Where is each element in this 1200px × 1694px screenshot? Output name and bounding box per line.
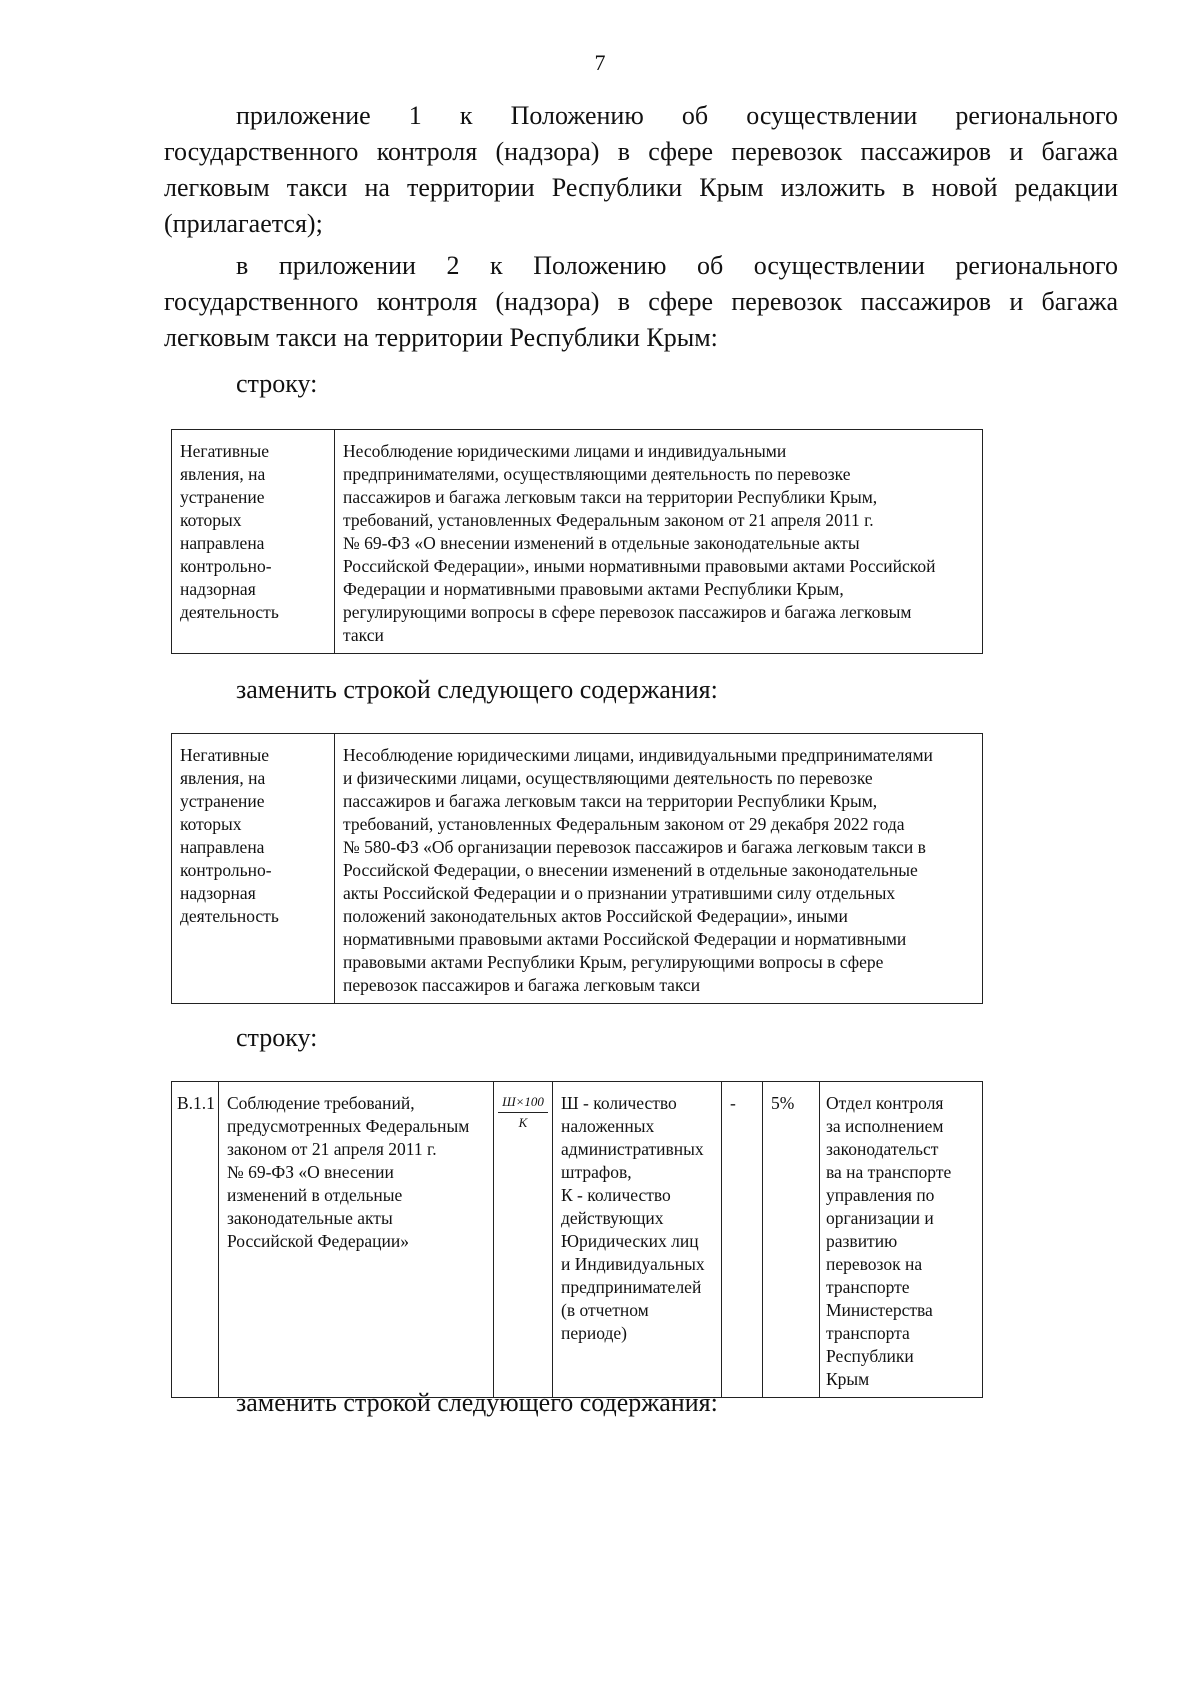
table-3-variables-line: наложенных [561,1116,655,1136]
table-3-department-line: ва на транспорте [826,1162,952,1182]
indicator-code: В.1.1 [177,1093,215,1113]
table-3-variables-line: периоде) [561,1323,627,1343]
table-3-description-line: законом от 21 апреля 2011 г. [227,1139,437,1159]
table-3-department-line: транспорта [826,1323,910,1343]
table-2-left-line: деятельность [180,906,279,926]
table-1-right-line: Федерации и нормативными правовыми актами Республики Крым, [343,579,844,599]
table-2-left-line: направлена [180,837,265,857]
table-3-department-line: Республики [826,1346,914,1366]
table-3-description-line: изменений в отдельные [227,1185,403,1205]
table-3-department-line: управления по [826,1185,935,1205]
formula-fraction [498,1092,548,1131]
table-3-variables-line: административных [561,1139,704,1159]
table-3-variables-line: и Индивидуальных [561,1254,705,1274]
table-1-left-line: направлена [180,533,265,553]
table-3-formula-cell [494,1082,553,1398]
table-3-variables-line: действующих [561,1208,664,1228]
table-2-right-line: правовыми актами Республики Крым, регулирующими вопросы в сфере [343,952,884,972]
table-2-right-line: перевозок пассажиров и багажа легковым такси [343,975,701,995]
table-3-department-line: Крым [826,1369,870,1389]
table-1-left-line: явления, на [180,464,266,484]
table-3-description-line: законодательные акты [227,1208,393,1228]
table-2-left-line: явления, на [180,768,266,788]
table-2-left-cell [172,734,335,1004]
table-3-variables-line: Юридических лиц [561,1231,699,1251]
table-1-right-line: предпринимателями, осуществляющими деятельность по перевозке [343,464,851,484]
table-3-dash-cell [722,1082,763,1398]
table-2-right-line: Российской Федерации, о внесении изменений в отдельные законодательные [343,860,918,880]
page-number: 7 [594,50,606,75]
table-2-right-line: акты Российской Федерации и о признании утратившими силу отдельных [343,883,896,903]
table-3-department-line: развитию [826,1231,898,1251]
table-3-variables-cell [553,1082,722,1398]
table-2-right-line: пассажиров и багажа легковым такси на территории Республики Крым, [343,791,878,811]
label-replace-1: заменить строкой следующего содержания: [236,675,718,704]
table-3-description-line: предусмотренных Федеральным [227,1116,470,1136]
table-2-right-line: № 580-ФЗ «Об организации перевозок пассажиров и багажа легковым такси в [343,837,926,857]
table-1-right-line: пассажиров и багажа легковым такси на территории Республики Крым, [343,487,878,507]
table-3-variables-line: К - количество [561,1185,671,1205]
table-2-right-line: требований, установленных Федеральным законом от 29 декабря 2022 года [343,814,905,834]
table-1-left-line: которых [180,510,242,530]
table-1-left-line: надзорная [180,579,256,599]
table-1-right-line: регулирующими вопросы в сфере перевозок пассажиров и багажа легковым [343,602,912,622]
table-3-department-line: организации и [826,1208,934,1228]
table-1-left-line: устранение [180,487,265,507]
table-3-description-cell [219,1082,494,1398]
table-3-percent-cell [763,1082,820,1398]
table-2-left-line: контрольно- [180,860,272,880]
formula-denominator: К [518,1115,528,1130]
formula-numerator: Ш×100 [498,1094,548,1113]
table-3-variables-line: (в отчетном [561,1300,649,1320]
table-2-right-line: и физическими лицами, осуществляющими деятельность по перевозке [343,768,873,788]
table-3-department-line: транспорте [826,1277,910,1297]
paragraph-annex-2: в приложении 2 к Положению об осуществлении регионального государственного контроля (надзора) в сфере перевозок пассажиров и багажа легковым такси на территории Республики Крым: [164,251,1118,352]
table-1-right-line: Несоблюдение юридическими лицами и индивидуальными [343,441,787,461]
table-3-department-line: за исполнением [826,1116,944,1136]
table-1-right-line: Российской Федерации», иными нормативными правовыми актами Российской [343,556,936,576]
table-old-row-negative [171,429,983,654]
table-1-left-line: Негативные [180,441,270,461]
table-3-department-line: законодательст [826,1139,939,1159]
table-2-left-line: устранение [180,791,265,811]
table-3-variables-line: предпринимателей [561,1277,702,1297]
label-row-1: строку: [236,369,318,398]
label-replace-2: заменить строкой следующего содержания: [236,1388,718,1417]
table-3-department-cell [820,1082,983,1398]
table-3-department-line: Министерства [826,1300,933,1320]
table-3-description-line: Российской Федерации» [227,1231,410,1251]
dash-value: - [730,1093,736,1113]
table-old-row-indicator [171,1081,983,1398]
label-row-2: строку: [236,1023,318,1052]
table-1-left-line: деятельность [180,602,279,622]
table-2-left-line: надзорная [180,883,256,903]
table-1-left-cell [172,430,335,654]
table-1-right-cell [335,430,983,654]
table-3-code-cell [172,1082,219,1398]
table-3-description-line: Соблюдение требований, [227,1093,415,1113]
table-2-left-line: Негативные [180,745,270,765]
percent-value: 5% [771,1093,795,1113]
table-2-right-line: Несоблюдение юридическими лицами, индивидуальными предпринимателями [343,745,933,765]
table-3-variables-line: штрафов, [561,1162,632,1182]
table-3-description-line: № 69-ФЗ «О внесении [227,1162,394,1182]
table-1-right-line: требований, установленных Федеральным законом от 21 апреля 2011 г. [343,510,874,530]
table-2-right-cell [335,734,983,1004]
paragraph-annex-1: приложение 1 к Положению об осуществлении регионального государственного контроля (надзора) в сфере перевозок пассажиров и багажа легковым такси на территории Республики Крым изложить в новой редакции (прилагается); [164,101,1118,238]
table-1-left-line: контрольно- [180,556,272,576]
table-2-right-line: нормативными правовыми актами Российской Федерации и нормативными [343,929,907,949]
table-2-right-line: положений законодательных актов Российской Федерации», иными [343,906,848,926]
table-3-department-line: Отдел контроля [826,1093,944,1113]
table-2-left-line: которых [180,814,242,834]
table-1-right-line: такси [343,625,384,645]
table-1-right-line: № 69-ФЗ «О внесении изменений в отдельные законодательные акты [343,533,860,553]
table-3-department-line: перевозок на [826,1254,923,1274]
table-new-row-negative [171,733,983,1004]
table-3-variables-line: Ш - количество [561,1093,677,1113]
